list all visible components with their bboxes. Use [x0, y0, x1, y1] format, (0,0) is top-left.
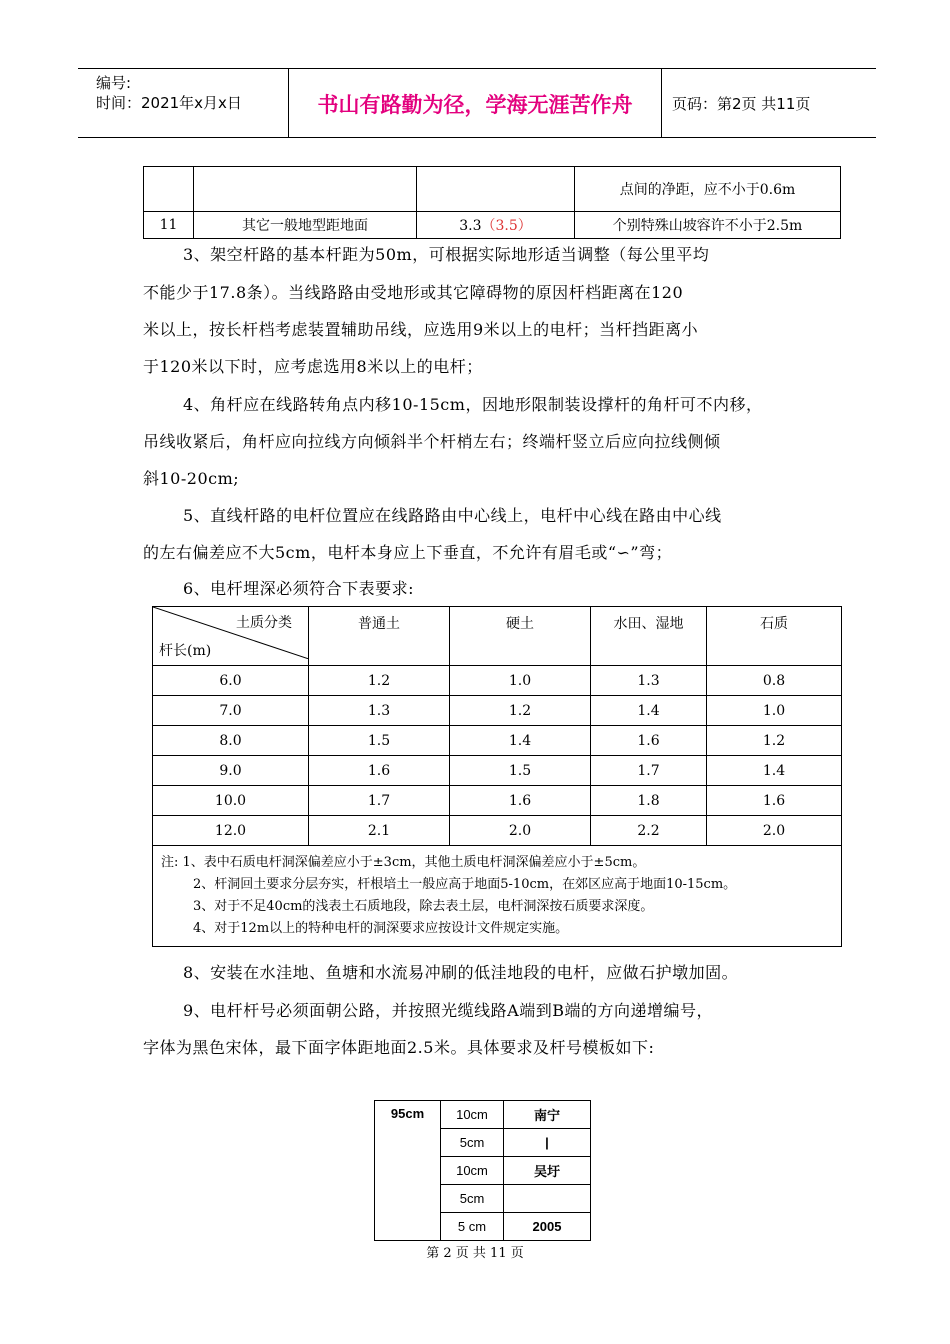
table-cell: 1.2 — [309, 666, 450, 696]
column-header: 石质 — [707, 607, 842, 666]
table-cell: 2.2 — [591, 816, 707, 846]
column-header: 硬土 — [450, 607, 591, 666]
table-cell — [144, 167, 194, 212]
size-cell: 5 cm — [441, 1213, 504, 1241]
page-footer: 第 2 页 共 11 页 — [426, 1246, 524, 1261]
pole-number-template — [374, 1100, 591, 1241]
pole-depth-table — [152, 606, 842, 947]
table-cell: 6.0 — [153, 666, 309, 696]
header-meta — [96, 73, 242, 113]
header-motto: 书山有路勤为径，学海无涯苦作舟 — [317, 93, 633, 117]
header-soil-type: 土质分类 — [236, 615, 292, 631]
total-height-cell: 95cm — [375, 1101, 441, 1241]
table-cell: 1.7 — [591, 756, 707, 786]
table-cell: 1.6 — [450, 786, 591, 816]
table-cell: 12.0 — [153, 816, 309, 846]
paragraph-4-line-1: 4、角杆应在线路转角点内移10-15cm，因地形限制装设撑杆的角杆可不内移， — [183, 395, 763, 414]
table-cell: 7.0 — [153, 696, 309, 726]
diagonal-header-cell — [153, 607, 309, 666]
text-cell: | — [504, 1129, 591, 1157]
paragraph-9-line-1: 9、电杆杆号必须面朝公路，并按照光缆线路A端到B端的方向递增编号， — [183, 1001, 713, 1020]
text-cell — [504, 1185, 591, 1213]
text-cell: 吴圩 — [504, 1157, 591, 1185]
column-header: 水田、湿地 — [591, 607, 707, 666]
header-pole-length: 杆长(m) — [159, 643, 212, 659]
table-row — [153, 666, 842, 696]
table-cell: 1.2 — [707, 726, 842, 756]
table-cell: 1.6 — [591, 726, 707, 756]
notes-row — [153, 846, 842, 947]
size-cell: 5cm — [441, 1129, 504, 1157]
table-row — [144, 167, 841, 212]
table-cell: 2.0 — [707, 816, 842, 846]
notes-cell — [153, 846, 842, 947]
size-cell: 10cm — [441, 1101, 504, 1129]
clearance-value: 3.3 — [459, 218, 482, 234]
note-2: 2、杆洞回土要求分层夯实，杆根培土一般应高于地面5-10cm，在郊区应高于地面10-15cm。 — [193, 877, 737, 892]
table-row — [153, 696, 842, 726]
table-cell: 1.2 — [450, 696, 591, 726]
paragraph-4-line-3: 斜10-20cm; — [143, 469, 240, 488]
table-row — [375, 1101, 591, 1129]
paragraph-8: 8、安装在水洼地、鱼塘和水流易冲刷的低洼地段的电杆，应做石护墩加固。 — [183, 963, 739, 982]
paragraph-5-line-1: 5、直线杆路的电杆位置应在线路路由中心线上，电杆中心线在路由中心线 — [183, 506, 722, 525]
table-cell: 1.4 — [450, 726, 591, 756]
text-cell: 2005 — [504, 1213, 591, 1241]
table-row — [153, 756, 842, 786]
table-row — [153, 786, 842, 816]
table-row — [144, 212, 841, 239]
table-cell: 9.0 — [153, 756, 309, 786]
table-row — [153, 816, 842, 846]
note-1: 注: 1、表中石质电杆洞深偏差应小于±3cm，其他土质电杆洞深偏差应小于±5cm。 — [161, 855, 646, 870]
table-cell: 11 — [144, 212, 194, 239]
time-label: 时间：2021年x月x日 — [96, 94, 242, 112]
note-4: 4、对于12m以上的特种电杆的洞深要求应按设计文件规定实施。 — [193, 921, 569, 936]
text-cell: 南宁 — [504, 1101, 591, 1129]
paragraph-4-line-2: 吊线收紧后，角杆应向拉线方向倾斜半个杆梢左右；终端杆竖立后应向拉线侧倾 — [143, 432, 721, 451]
table-cell: 1.0 — [450, 666, 591, 696]
table-cell: 8.0 — [153, 726, 309, 756]
table-cell: 1.4 — [707, 756, 842, 786]
table-cell: 点间的净距，应不小于0.6m — [575, 167, 841, 212]
paragraph-3-line-2: 不能少于17.8条）。当线路路由受地形或其它障碍物的原因杆档距离在120 — [143, 283, 684, 302]
paragraph-6: 6、电杆埋深必须符合下表要求: — [183, 579, 415, 598]
table-cell — [417, 167, 575, 212]
header-divider — [661, 69, 662, 137]
table-cell: 2.0 — [450, 816, 591, 846]
paragraph-3-line-1: 3、架空杆路的基本杆距为50m，可根据实际地形适当调整（每公里平均 — [183, 245, 710, 264]
table-cell: 1.0 — [707, 696, 842, 726]
table-cell: 1.4 — [591, 696, 707, 726]
size-cell: 5cm — [441, 1185, 504, 1213]
table-cell: 个别特殊山坡容许不小于2.5m — [575, 212, 841, 239]
note-3: 3、对于不足40cm的浅表土石质地段，除去表土层，电杆洞深按石质要求深度。 — [193, 899, 654, 914]
table-cell — [194, 167, 417, 212]
table-cell: 1.6 — [309, 756, 450, 786]
table-row — [153, 726, 842, 756]
page-header — [78, 68, 876, 138]
table-cell: 1.5 — [309, 726, 450, 756]
table-cell: 2.1 — [309, 816, 450, 846]
paragraph-9-line-2: 字体为黑色宋体，最下面字体距地面2.5米。具体要求及杆号模板如下: — [143, 1038, 655, 1057]
paragraph-3-line-4: 于120米以下时，应考虑选用8米以上的电杆； — [143, 357, 483, 376]
table-cell: 1.8 — [591, 786, 707, 816]
clearance-table-continued — [143, 166, 841, 239]
table-cell: 1.7 — [309, 786, 450, 816]
table-cell: 其它一般地型距地面 — [194, 212, 417, 239]
clearance-value-alt: （3.5） — [481, 218, 532, 234]
paragraph-3-line-3: 米以上，按长杆档考虑装置辅助吊线，应选用9米以上的电杆；当杆挡距离小 — [143, 320, 699, 339]
table-cell: 1.3 — [591, 666, 707, 696]
table-header-row — [153, 607, 842, 666]
table-cell: 1.5 — [450, 756, 591, 786]
table-cell: 1.3 — [309, 696, 450, 726]
table-cell: 1.6 — [707, 786, 842, 816]
table-cell — [417, 212, 575, 239]
code-label: 编号: — [96, 74, 132, 92]
header-page-label: 页码：第2页 共11页 — [672, 95, 811, 113]
table-cell: 0.8 — [707, 666, 842, 696]
size-cell: 10cm — [441, 1157, 504, 1185]
table-cell: 10.0 — [153, 786, 309, 816]
column-header: 普通土 — [309, 607, 450, 666]
paragraph-5-line-2: 的左右偏差应不大5cm，电杆本身应上下垂直，不允许有眉毛或“∽”弯； — [143, 543, 673, 562]
